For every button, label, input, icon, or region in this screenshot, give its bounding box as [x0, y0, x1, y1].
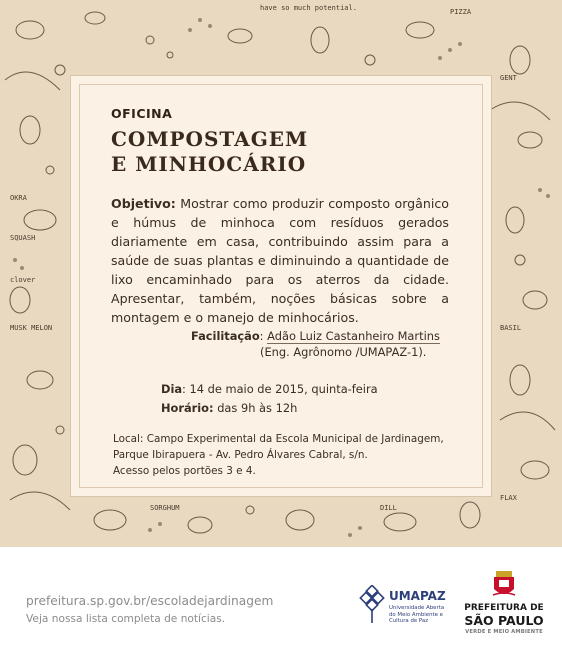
doodle-text: SORGHUM	[150, 504, 180, 512]
location-block	[113, 431, 444, 479]
title-line-2: E MINHOCÁRIO	[111, 152, 307, 176]
workshop-kicker: OFICINA	[111, 106, 173, 121]
prefeitura-logo[interactable]	[462, 569, 546, 639]
workshop-card	[70, 75, 492, 497]
date-label: Dia	[161, 382, 183, 396]
school-url-link[interactable]: prefeitura.sp.gov.br/escoladejardinagem	[26, 594, 274, 608]
facilitation-label: Facilitação	[191, 329, 260, 343]
doodle-text: BASIL	[500, 324, 522, 332]
doodle-text: MUSK MELON	[10, 324, 53, 332]
umapaz-symbol-icon	[359, 585, 387, 625]
umapaz-logo[interactable]	[359, 585, 459, 635]
objective-label: Objetivo:	[111, 196, 176, 211]
news-link[interactable]: Veja nossa lista completa de notícias.	[26, 613, 226, 625]
facilitation-separator: :	[259, 329, 268, 343]
doodle-text: have so much potential.	[260, 4, 357, 12]
prefeitura-line-1: PREFEITURA DE	[464, 603, 544, 613]
city-coat-of-arms-icon	[491, 569, 517, 601]
time-value: das 9h às 12h	[213, 401, 298, 415]
time-label: Horário:	[161, 401, 214, 415]
time-line	[161, 399, 378, 418]
location-line-3: Acesso pelos portões 3 e 4.	[113, 465, 256, 477]
doodle-text: DILL	[380, 504, 397, 512]
date-line	[161, 380, 378, 399]
doodle-text: clover	[10, 276, 36, 284]
doodle-text: PIZZA	[450, 8, 472, 16]
doodle-text: SQUASH	[10, 234, 36, 242]
objective-paragraph	[111, 194, 449, 327]
date-value: : 14 de maio de 2015, quinta-feira	[182, 382, 378, 396]
doodle-text: OKRA	[10, 194, 27, 202]
doodle-text: FLAX	[500, 494, 517, 502]
objective-text: Mostrar como produzir composto orgânico e húmus de minhoca com resíduos gerados diariamente em casa, contribuindo assim para a saúde de suas plantas e diminuindo a quantidade de lixo encaminhado para os aterros da cidade. Apresentar, também, noções básicas sobre a montagem e o manejo de minhocários.	[111, 196, 449, 325]
facilitation-line	[191, 327, 440, 345]
title-line-1: COMPOSTAGEM	[111, 127, 309, 151]
facilitator-role: (Eng. Agrônomo /UMAPAZ-1).	[260, 345, 427, 359]
facilitator-name: Adão Luiz Castanheiro Martins	[267, 329, 440, 343]
umapaz-name: UMAPAZ	[389, 589, 446, 603]
doodle-text: GENT	[500, 74, 517, 82]
location-value: Campo Experimental da Escola Municipal de Jardinagem,	[143, 433, 444, 445]
location-line-2: Parque Ibirapuera - Av. Pedro Álvares Cabral, s/n.	[113, 449, 368, 461]
prefeitura-line-3: VERDE E MEIO AMBIENTE	[465, 629, 543, 635]
location-line-1	[113, 431, 444, 447]
schedule-block	[161, 380, 378, 418]
workshop-title	[111, 127, 308, 177]
umapaz-subtitle: Universidade Aberta do Meio Ambiente e Cultura de Paz	[389, 605, 445, 624]
location-label: Local:	[113, 433, 144, 445]
footer	[0, 547, 562, 648]
prefeitura-line-2: SÃO PAULO	[464, 613, 544, 628]
